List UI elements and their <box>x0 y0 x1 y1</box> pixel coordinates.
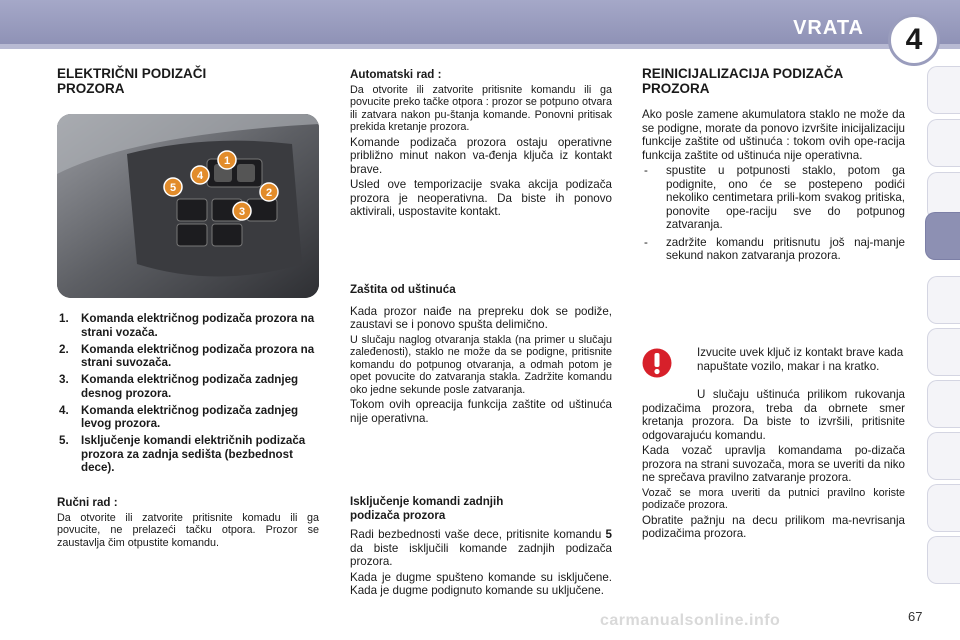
manual-operation-block <box>57 496 319 549</box>
switch-legend-list <box>57 312 319 478</box>
warning-block-top <box>697 346 907 373</box>
chapter-tabs <box>927 66 960 606</box>
svg-text:2: 2 <box>265 187 273 199</box>
header-stripe <box>0 44 960 49</box>
chapter-tab-2[interactable] <box>927 119 960 167</box>
callout-5 <box>164 178 182 196</box>
reinit-title-line1: REINICIJALIZACIJA PODIZAČA <box>642 66 844 81</box>
warning-paragraph-1: Izvucite uvek ključ iz kontakt brave kada napuštate vozilo, makar i na kratko. <box>697 346 904 373</box>
reinit-title-line2: PROZORA <box>642 81 710 96</box>
callout-2 <box>260 183 278 201</box>
warning-paragraph-2: U slučaju uštinuća prilikom rukovanja podizačima prozora, treba da obrnete smer kretanja prozora. Da biste to izvršili, pritisnite odgovarajuću komandu. <box>642 388 905 442</box>
rear-heading: Isključenje komandi zadnjih podizača prozora <box>350 495 504 522</box>
auto-paragraph-2: Komande podizača prozora ostaju operativne približno minut nakon va-đenja ključa iz kontakt brave. <box>350 135 612 176</box>
chapter-tab-10[interactable] <box>927 536 960 584</box>
list-item: 1. Komanda električnog podizača prozora na strani vozača. <box>59 312 315 339</box>
auto-operation-block <box>350 68 612 219</box>
warning-paragraph-3: Kada vozač upravlja komandama po-dizača prozora na strani suvozača, mora se uveriti da niko ne sprečava pravilno zatvaranje prozora. <box>642 444 905 484</box>
chapter-tab-6[interactable] <box>927 328 960 376</box>
pinch-paragraph-1: Kada prozor naiđe na prepreku dok se podiže, zaustavi se i ponovo spušta delimično. <box>350 304 612 331</box>
exclamation-warning-icon <box>642 348 672 378</box>
reinit-step-2: - zadržite komandu pritisnutu još naj-manje sekund nakon zatvaranja prozora. <box>644 235 905 262</box>
chapter-number: 4 <box>905 23 923 56</box>
rear-disable-block <box>350 495 612 598</box>
list-item: 2. Komanda električnog podizača prozora na strani suvozača. <box>59 342 315 369</box>
rear-paragraph-1: Radi bezbednosti vaše dece, pritisnite komandu 5 da biste isključili komande zadnjih podizača prozora. <box>350 528 612 568</box>
auto-paragraph-3: Usled ove temporizacije svaka akcija podizača prozora je neoperativna. Da biste ih ponovo aktivirali, uspostavite kontakt. <box>350 178 612 218</box>
reinit-block <box>642 108 905 263</box>
svg-text:1: 1 <box>223 155 231 167</box>
reinit-step-1: - spustite u potpunosti staklo, potom ga podignite, ono će se postepeno podići nekoliko centimetara prili-kom svakog pritiska, ponovite ope-raciju sve do potpunog zatvaranja. <box>644 164 905 231</box>
warning-block <box>642 388 905 541</box>
chapter-number-badge <box>888 14 940 66</box>
svg-text:3: 3 <box>238 206 246 218</box>
pinch-heading: Zaštita od uštinuća <box>350 283 456 296</box>
door-switch-photo <box>57 114 319 298</box>
section-title-power-windows <box>57 66 320 96</box>
pinch-protection-block <box>350 283 612 425</box>
rear-paragraph-2: Kada je dugme spušteno komande su isključene. Kada je dugme podignuto komande su uključene. <box>350 570 612 597</box>
callout-3 <box>233 202 251 220</box>
warning-paragraph-4: Vozač se mora uveriti da putnici pravilno koriste podizače prozora. <box>642 486 905 511</box>
chapter-tab-7[interactable] <box>927 380 960 428</box>
svg-text:4: 4 <box>196 170 204 182</box>
chapter-tab-8[interactable] <box>927 432 960 480</box>
section-title-reinit <box>642 66 912 96</box>
pinch-paragraph-2: U slučaju naglog otvaranja stakla (na primer u slučaju zaleđenosti), staklo ne može da se podigne, pritisnite komandu do potpunog otvaranja, a odmah potom je opet povucite do zatvaranja stakla. Zadržite komandu oko jedne sekunde posle zatvaranja. <box>350 333 612 396</box>
auto-heading: Automatski rad : <box>350 68 442 81</box>
pinch-paragraph-3: Tokom ovih opreacija funkcija zaštite od uštinuća nije operativna. <box>350 398 612 425</box>
list-item: 3. Komanda električnog podizača zadnjeg desnog prozora. <box>59 373 299 400</box>
list-item: 5. Isključenje komandi električnih podizača prozora za zadnja sedišta (bezbednost dece). <box>59 434 306 474</box>
reinit-intro: Ako posle zamene akumulatora staklo ne može da se podigne, morate da ponovo izvršite inicijalizaciju funkcije zaštite od uštinuća : tokom ovih ope-racija funkcija zaštite od uštinuća nije operativna. <box>642 108 905 162</box>
auto-text: Da otvorite ili zatvorite pritisnite komandu ili ga povucite preko tačke otpora : prozor se potpuno otvara ili zatvara nakon pu-štanja komande. Ponovni pritisak prekida kretanje prozora. <box>350 83 612 133</box>
section-title-line2: PROZORA <box>57 81 125 96</box>
chapter-tab-5[interactable] <box>927 276 960 324</box>
manual-text: Da otvorite ili zatvorite pritisnite komadu ili ga povucite, ne prelazeći tačku otpora. Prozor se zaustavlja čim otpustite komandu. <box>57 511 319 549</box>
watermark: carmanualsonline.info <box>600 612 781 629</box>
svg-text:5: 5 <box>169 182 177 194</box>
list-item: 4. Komanda električnog podizača zadnjeg levog prozora. <box>59 403 299 430</box>
warning-paragraph-5: Obratite pažnju na decu prilikom ma-nevrisanja podizačima prozora. <box>642 513 905 540</box>
page-number: 67 <box>908 609 923 624</box>
callout-4 <box>191 166 209 184</box>
door-panel-illustration <box>57 114 319 298</box>
callout-1 <box>218 151 236 169</box>
chapter-title: VRATA <box>793 17 864 39</box>
section-title-line1: ELEKTRIČNI PODIZAČI <box>57 66 207 81</box>
chapter-tab-1[interactable] <box>927 66 960 114</box>
manual-heading: Ručni rad : <box>57 496 118 509</box>
chapter-tab-4-active[interactable] <box>925 212 960 260</box>
chapter-tab-9[interactable] <box>927 484 960 532</box>
